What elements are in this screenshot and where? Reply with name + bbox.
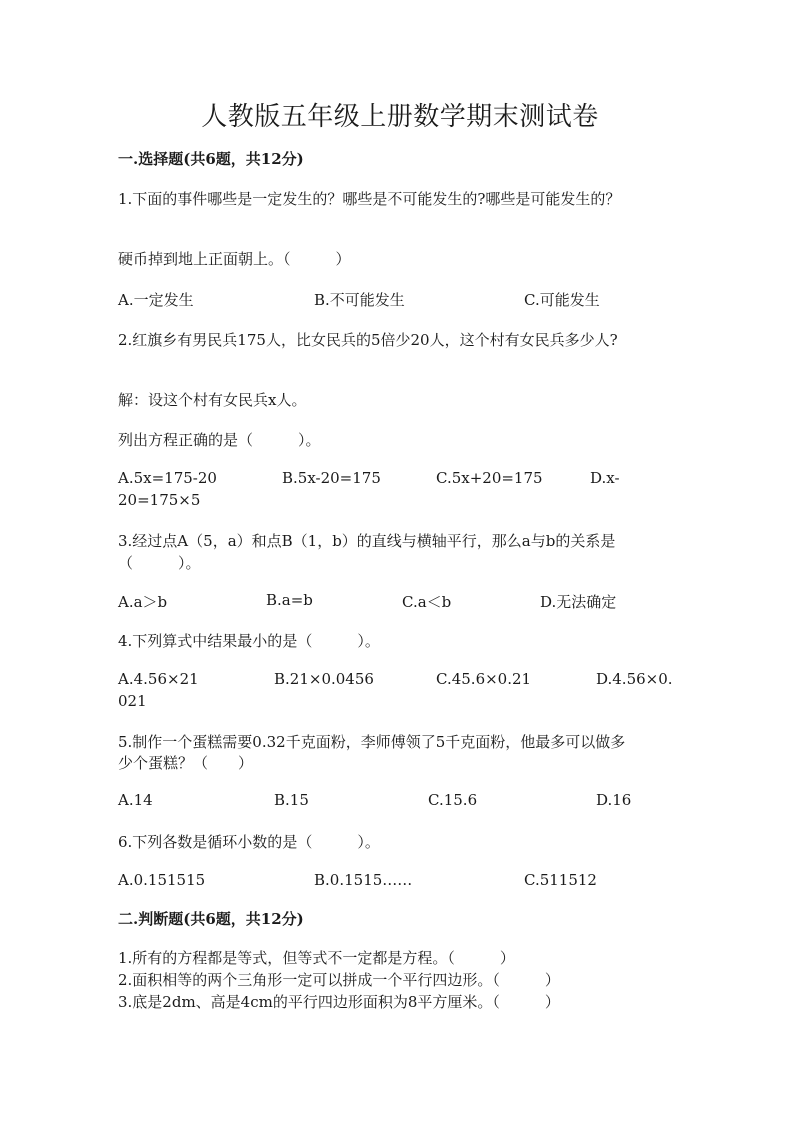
section-heading-judgment: 二.判断题(共6题，共12分) bbox=[118, 910, 304, 928]
question-2-option-a: A.5x=175-20 bbox=[118, 469, 217, 487]
page-title: 人教版五年级上册数学期末测试卷 bbox=[201, 102, 599, 132]
question-5-stem-line-2: 少个蛋糕？（ ） bbox=[118, 754, 254, 772]
judgment-item-1: 1.所有的方程都是等式，但等式不一定都是方程。（ ） bbox=[118, 949, 515, 967]
question-3-stem-line-2: （ ）。 bbox=[118, 554, 201, 572]
question-4-option-c: C.45.6×0.21 bbox=[436, 670, 532, 688]
question-3-stem-line-1: 3.经过点A（5，a）和点B（1，b）的直线与横轴平行，那么a与b的关系是 bbox=[118, 532, 616, 550]
question-5-option-d: D.16 bbox=[596, 791, 632, 809]
question-5-option-b: B.15 bbox=[274, 791, 309, 809]
question-3-option-d: D.无法确定 bbox=[540, 593, 617, 611]
section-heading-choice: 一.选择题(共6题，共12分) bbox=[118, 150, 304, 168]
question-2-option-b: B.5x-20=175 bbox=[282, 469, 381, 487]
question-4-option-b: B.21×0.0456 bbox=[274, 670, 374, 688]
question-4-option-a: A.4.56×21 bbox=[118, 670, 199, 688]
question-2-option-c: C.5x+20=175 bbox=[436, 469, 543, 487]
question-6-option-c: C.511512 bbox=[524, 871, 597, 889]
question-2-stem: 2.红旗乡有男民兵175人，比女民兵的5倍少20人，这个村有女民兵多少人? bbox=[118, 331, 618, 349]
question-2-sub-1: 解：设这个村有女民兵x人。 bbox=[118, 391, 307, 409]
question-3-option-c: C.a＜b bbox=[402, 593, 452, 611]
question-1-sub: 硬币掉到地上正面朝上。（ ） bbox=[118, 250, 351, 268]
question-4-stem: 4.下列算式中结果最小的是（ ）。 bbox=[118, 632, 380, 650]
question-6-option-b: B.0.1515…… bbox=[314, 871, 413, 889]
question-2-option-d: D.x- bbox=[590, 469, 620, 487]
question-1-option-a: A.一定发生 bbox=[118, 291, 194, 309]
question-3-option-a: A.a＞b bbox=[118, 593, 168, 611]
question-5-option-c: C.15.6 bbox=[428, 791, 478, 809]
question-5-stem-line-1: 5.制作一个蛋糕需要0.32千克面粉，李师傅领了5千克面粉，他最多可以做多 bbox=[118, 733, 626, 751]
question-4-option-d-wrap: 021 bbox=[118, 692, 147, 710]
judgment-item-2: 2.面积相等的两个三角形一定可以拼成一个平行四边形。（ ） bbox=[118, 971, 560, 989]
question-6-stem: 6.下列各数是循环小数的是（ ）。 bbox=[118, 833, 380, 851]
question-2-sub-2: 列出方程正确的是（ ）。 bbox=[118, 431, 321, 449]
question-6-option-a: A.0.151515 bbox=[118, 871, 206, 889]
question-1-stem: 1.下面的事件哪些是一定发生的？哪些是不可能发生的?哪些是可能发生的？ bbox=[118, 190, 621, 208]
question-4-option-d: D.4.56×0. bbox=[596, 670, 673, 688]
question-1-option-b: B.不可能发生 bbox=[314, 291, 405, 309]
question-2-option-d-wrap: 20=175×5 bbox=[118, 491, 201, 509]
question-5-option-a: A.14 bbox=[118, 791, 153, 809]
question-3-option-b: B.a=b bbox=[266, 591, 313, 609]
question-1-option-c: C.可能发生 bbox=[524, 291, 600, 309]
judgment-item-3: 3.底是2dm、高是4cm的平行四边形面积为8平方厘米。（ ） bbox=[118, 993, 560, 1011]
